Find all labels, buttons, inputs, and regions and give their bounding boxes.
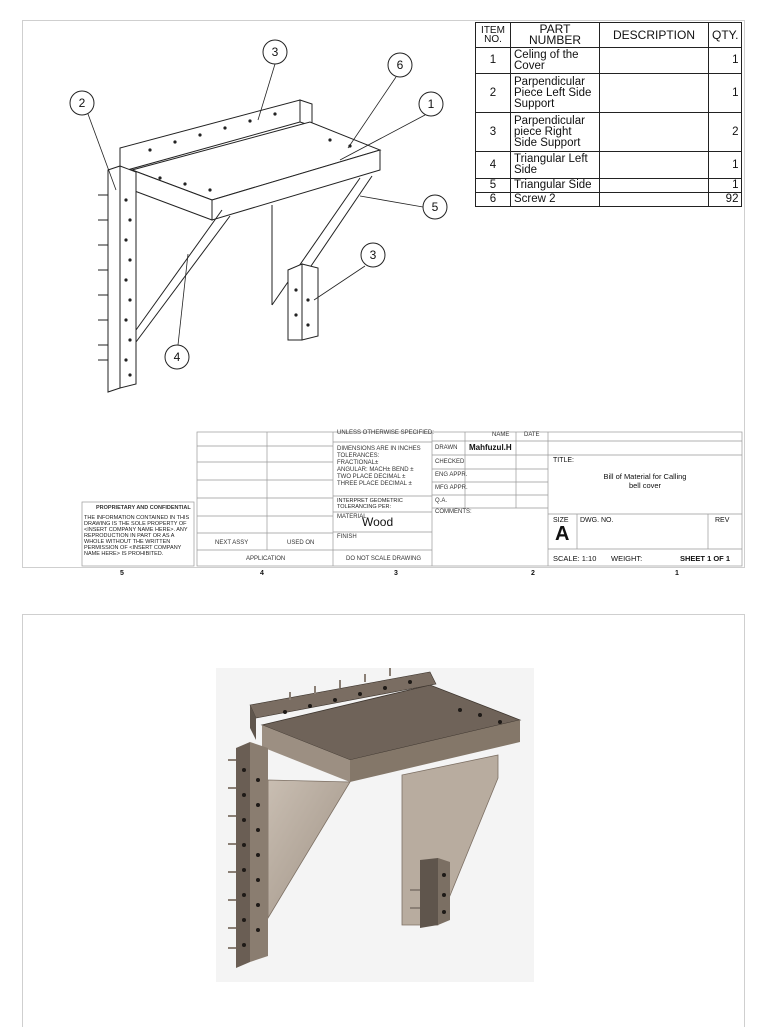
bom-header-row (476, 23, 742, 48)
bom-item: 2 (476, 74, 511, 113)
drawing-title-line1: Bill of Material for Calling (603, 472, 687, 481)
do-not-scale: DO NOT SCALE DRAWING (346, 556, 422, 562)
size-label: SIZE (553, 517, 569, 524)
name-header: NAME (492, 432, 510, 438)
application-label: APPLICATION (246, 556, 286, 562)
balloon-label: 6 (396, 58, 404, 72)
eng-appr-label: ENG APPR. (435, 472, 468, 478)
next-assy-label: NEXT ASSY (215, 540, 249, 546)
bom-qty: 1 (709, 48, 742, 74)
rev-label: REV (715, 517, 730, 524)
bom-item: 4 (476, 152, 511, 179)
proprietary-heading: PROPRIETARY AND CONFIDENTIAL (96, 505, 191, 511)
used-on-label: USED ON (287, 540, 315, 546)
bom-header: DESCRIPTION (600, 23, 709, 48)
bom-qty: 1 (709, 152, 742, 179)
bom-item: 3 (476, 113, 511, 152)
balloon-label: 2 (78, 96, 86, 110)
scale-label: SCALE: 1:10 (553, 554, 597, 563)
zone-number: 5 (120, 570, 124, 577)
qa-label: Q.A. (435, 498, 448, 504)
bom-part: Parpendicular Piece Left Side Support (511, 74, 600, 113)
balloon-label: 5 (431, 200, 439, 214)
interpret-geometric: INTERPRET GEOMETRIC TOLERANCING PER: (337, 498, 403, 510)
assembly-3d-render (0, 600, 768, 1020)
balloon-label: 3 (271, 45, 279, 59)
bom-qty: 2 (709, 113, 742, 152)
two-place-tol: TWO PLACE DECIMAL ± (337, 474, 406, 480)
bom-part: Screw 2 (511, 193, 600, 207)
finish-label: FINISH (337, 534, 357, 540)
bom-header: ITEM NO. (476, 23, 511, 48)
date-header: DATE (524, 432, 540, 438)
zone-number: 1 (675, 570, 679, 577)
checked-label: CHECKED (435, 459, 465, 465)
bom-desc (600, 179, 709, 193)
balloon-label: 4 (173, 350, 181, 364)
material-label: MATERIAL (337, 514, 367, 520)
table-row (476, 179, 742, 193)
bom-desc (600, 193, 709, 207)
angular-tol: ANGULAR: MACH± BEND ± (337, 467, 414, 473)
bill-of-materials-table (475, 22, 742, 207)
table-row (476, 193, 742, 207)
table-row (476, 152, 742, 179)
bom-desc (600, 152, 709, 179)
balloon-label: 3 (369, 248, 377, 262)
balloon-label: 1 (427, 97, 435, 111)
unless-specified: UNLESS OTHERWISE SPECIFIED: (337, 430, 434, 436)
tolerances-label: TOLERANCES: (337, 453, 380, 459)
bom-qty: 1 (709, 179, 742, 193)
bom-item: 5 (476, 179, 511, 193)
size-value: A (555, 523, 570, 545)
bom-part: Triangular Left Side (511, 152, 600, 179)
table-row (476, 48, 742, 74)
zone-number: 4 (260, 570, 264, 577)
bom-part: Triangular Side (511, 179, 600, 193)
sheet-label: SHEET 1 OF 1 (680, 554, 731, 563)
table-row (476, 74, 742, 113)
mfg-appr-label: MFG APPR. (435, 485, 468, 491)
drawn-label: DRAWN (435, 445, 458, 451)
dwg-no-label: DWG. NO. (580, 517, 614, 524)
bom-desc (600, 48, 709, 74)
bom-header: PART NUMBER (511, 23, 600, 48)
comments-label: COMMENTS: (435, 509, 472, 515)
bom-qty: 1 (709, 74, 742, 113)
drawn-name: Mahfuzul.H (469, 443, 512, 452)
weight-label: WEIGHT: (611, 554, 643, 563)
table-row (476, 113, 742, 152)
bom-header: QTY. (709, 23, 742, 48)
bom-item: 6 (476, 193, 511, 207)
bom-qty: 92 (709, 193, 742, 207)
proprietary-text: THE INFORMATION CONTAINED IN THIS DRAWING IS THE SOLE PROPERTY OF <INSERT COMPANY NAME HERE>. ANY REPRODUCTION IN PART OR AS A WHOLE WITHOUT THE WRITTEN PERMISSION OF <INSERT COMPANY NAME HERE> IS PROHIBITED. (84, 515, 190, 557)
zone-number: 2 (531, 570, 535, 577)
three-place-tol: THREE PLACE DECIMAL ± (337, 481, 412, 487)
bom-part: Parpendicular piece Right Side Support (511, 113, 600, 152)
bom-desc (600, 113, 709, 152)
fractional-tol: FRACTIONAL± (337, 460, 379, 466)
drawing-title-line2: bell cover (628, 481, 662, 490)
material-value: Wood (362, 515, 394, 529)
title-label: TITLE: (553, 457, 575, 464)
bom-item: 1 (476, 48, 511, 74)
zone-number: 3 (394, 570, 398, 577)
dimensions-note: DIMENSIONS ARE IN INCHES (337, 446, 421, 452)
bom-part: Celing of the Cover (511, 48, 600, 74)
bom-desc (600, 74, 709, 113)
